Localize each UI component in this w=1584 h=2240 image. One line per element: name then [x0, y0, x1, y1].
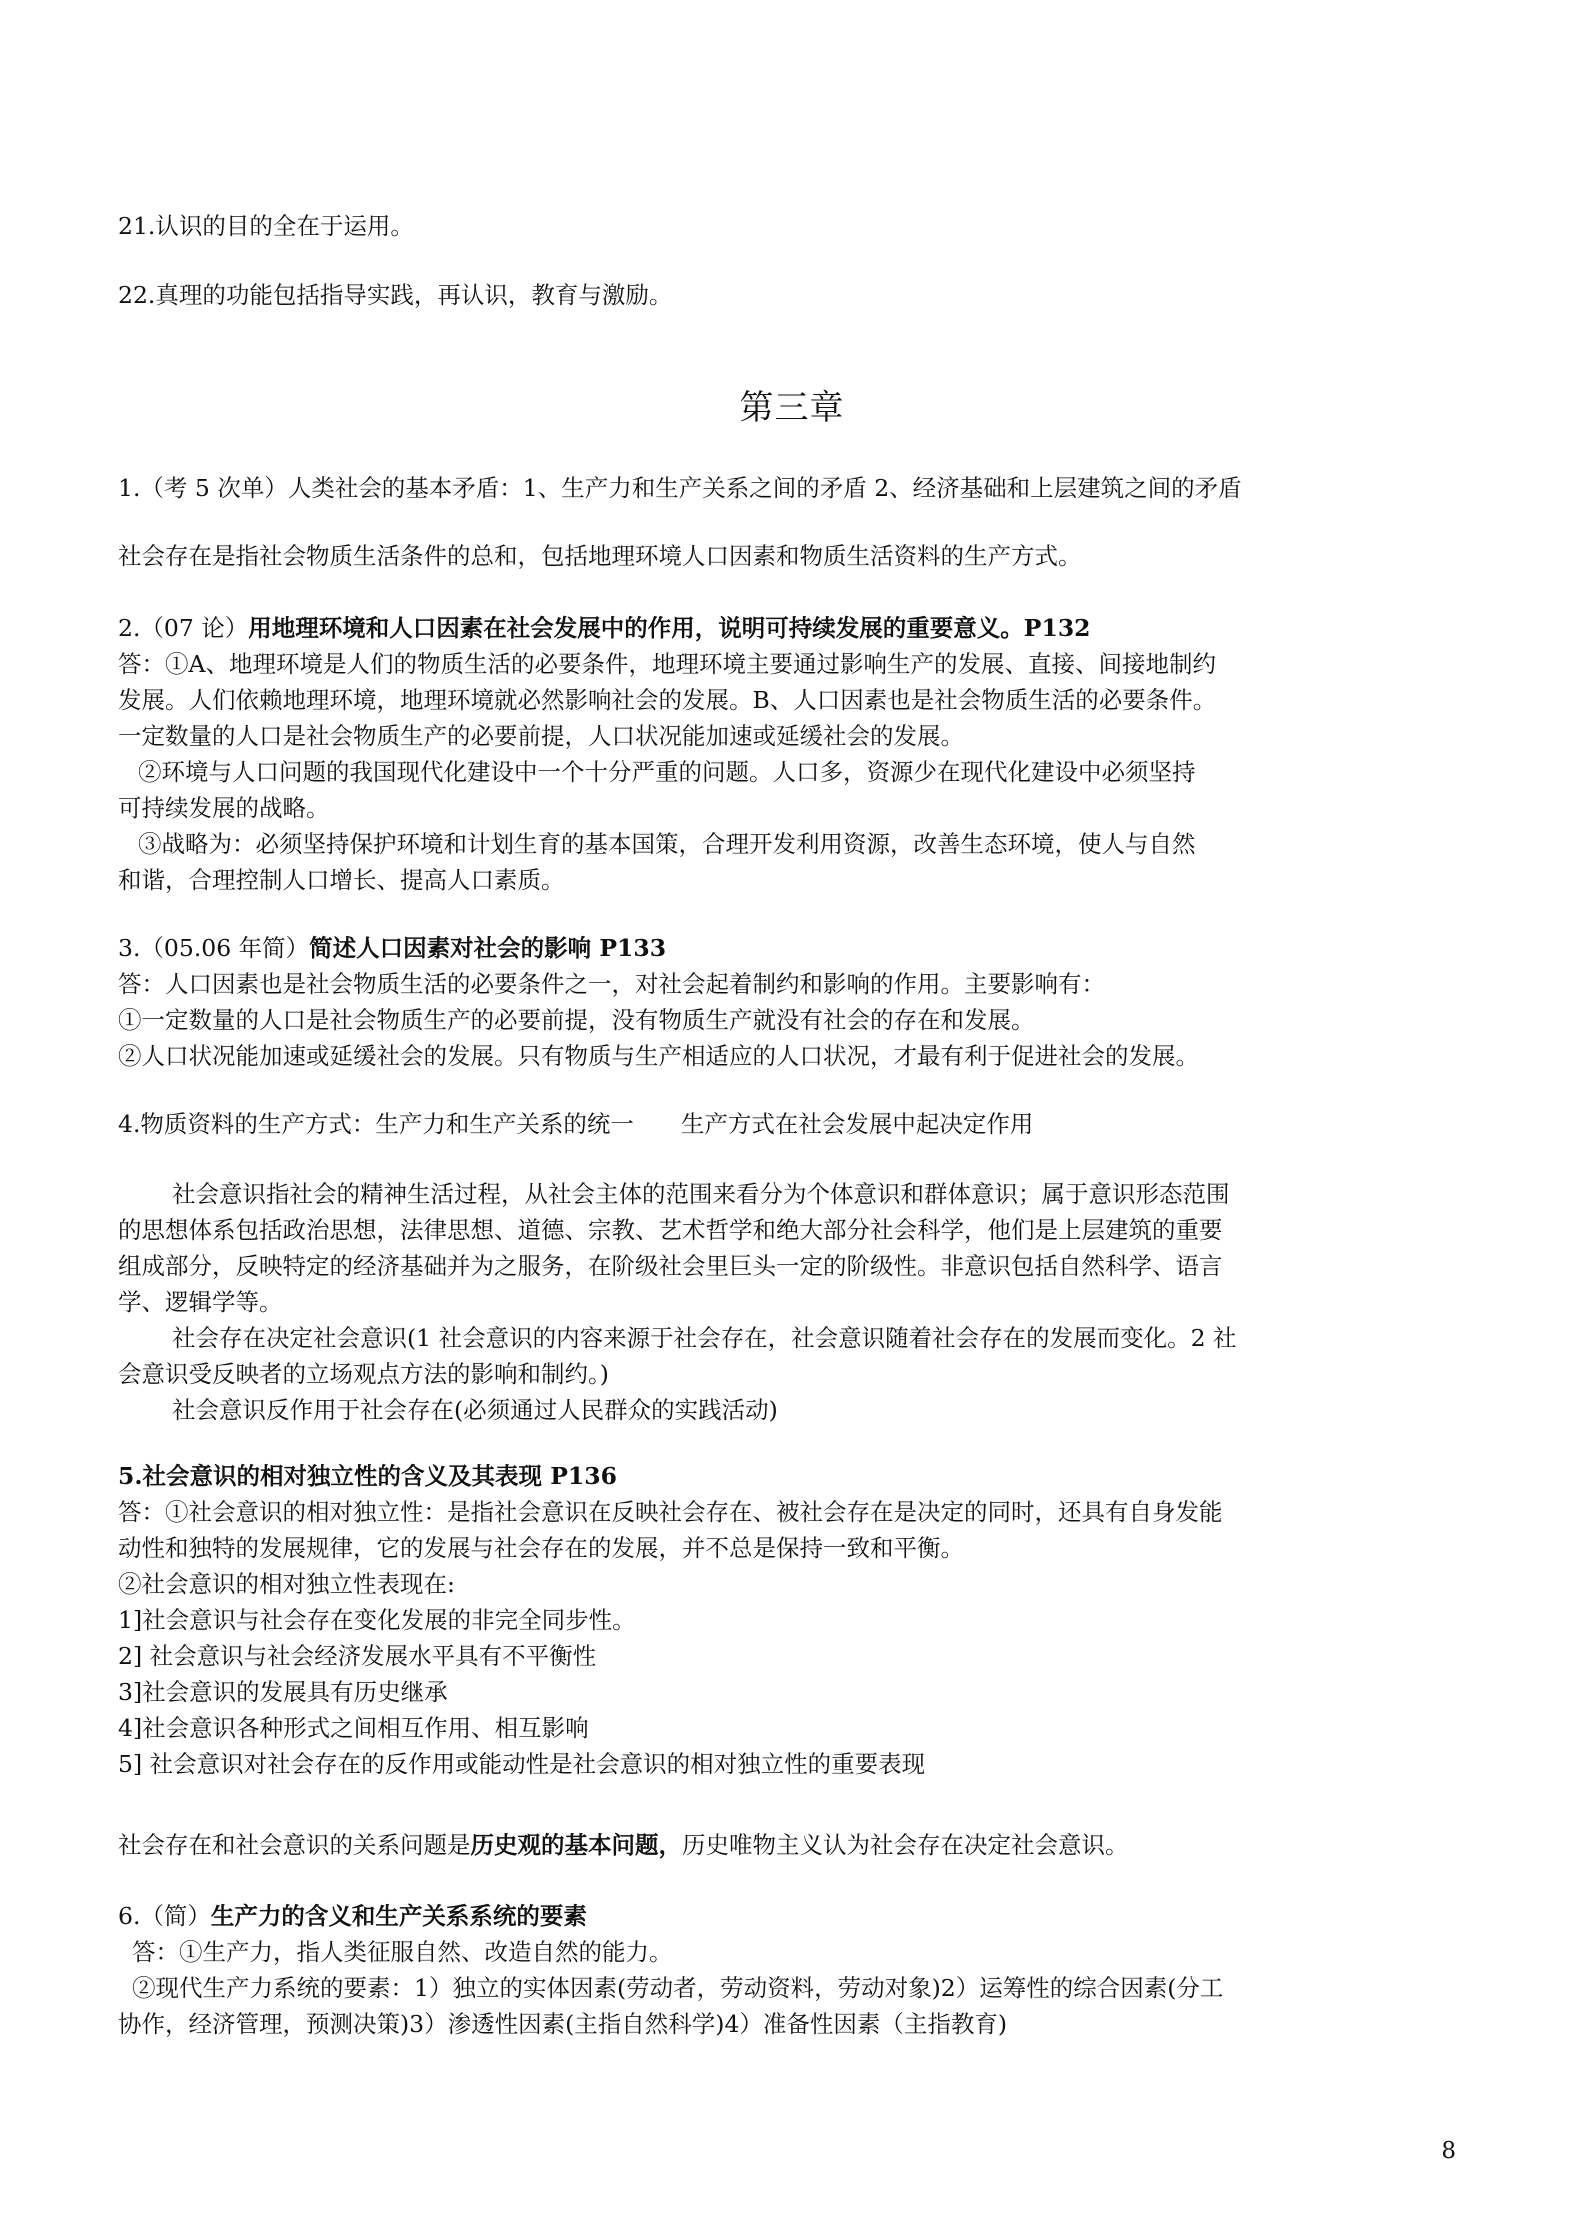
q5-answer-line: 3]社会意识的发展具有历史继承: [118, 1678, 448, 1706]
q5-answer-line: ②社会意识的相对独立性表现在:: [118, 1570, 455, 1598]
item-22: 22.真理的功能包括指导实践，再认识，教育与激励。: [118, 281, 673, 309]
q6-answer-line: 答：①生产力，指人类征服自然、改造自然的能力。: [132, 1938, 673, 1966]
q4-para-line: 社会存在决定社会意识(1 社会意识的内容来源于社会存在，社会意识随着社会存在的发展而变化。2 社: [172, 1324, 1237, 1352]
q2-heading: 2.（07 论）用地理环境和人口因素在社会发展中的作用，说明可持续发展的重要意义。P132: [118, 614, 1091, 642]
q5-heading: 5.社会意识的相对独立性的含义及其表现 P136: [118, 1462, 617, 1490]
q4-line-1: 4.物质资料的生产方式：生产力和生产关系的统一 生产方式在社会发展中起决定作用: [118, 1110, 1034, 1138]
q2-answer-line: 可持续发展的战略。: [118, 794, 330, 822]
q4-para-line: 社会意识反作用于社会存在(必须通过人民群众的实践活动): [172, 1396, 778, 1424]
q5-answer-line: 4]社会意识各种形式之间相互作用、相互影响: [118, 1714, 589, 1742]
q1-line-2: 社会存在是指社会物质生活条件的总和，包括地理环境人口因素和物质生活资料的生产方式。: [118, 542, 1082, 570]
q6-heading: 6.（简）生产力的含义和生产关系系统的要素: [118, 1902, 587, 1930]
q3-heading: 3.（05.06 年简）简述人口因素对社会的影响 P133: [118, 934, 667, 962]
q2-answer-line: 和谐，合理控制人口增长、提高人口素质。: [118, 866, 565, 894]
q3-answer-line: ①一定数量的人口是社会物质生产的必要前提，没有物质生产就没有社会的存在和发展。: [118, 1006, 1035, 1034]
q5-answer-line: 5] 社会意识对社会存在的反作用或能动性是社会意识的相对独立性的重要表现: [118, 1750, 926, 1778]
q6-answer-line: 协作，经济管理，预测决策)3）渗透性因素(主指自然科学)4）准备性因素（主指教育): [118, 2010, 1008, 2038]
q2-answer-line: 一定数量的人口是社会物质生产的必要前提，人口状况能加速或延缓社会的发展。: [118, 722, 964, 750]
q2-section: [118, 610, 1458, 898]
q5-section: [118, 1458, 1458, 1782]
q4-para-line: 组成部分，反映特定的经济基础并为之服务，在阶级社会里巨头一定的阶级性。非意识包括自然科学、语言: [118, 1252, 1223, 1280]
q5-answer-line: 1]社会意识与社会存在变化发展的非完全同步性。: [118, 1606, 636, 1634]
q5-answer-line: 2] 社会意识与社会经济发展水平具有不平衡性: [118, 1642, 597, 1670]
chapter-title: 第三章: [739, 388, 845, 428]
q4-paragraph: [118, 1176, 1458, 1428]
q2-answer-line: 答：①A、地理环境是人们的物质生活的必要条件，地理环境主要通过影响生产的发展、直接、间接地制约: [118, 650, 1216, 678]
q3-answer-line: ②人口状况能加速或延缓社会的发展。只有物质与生产相适应的人口状况，才最有利于促进社会的发展。: [118, 1042, 1199, 1070]
q3-answer-line: 答：人口因素也是社会物质生活的必要条件之一，对社会起着制约和影响的作用。主要影响有：: [118, 970, 1105, 998]
page-number: 8: [1441, 2138, 1456, 2164]
q2-answer-line: ③战略为：必须坚持保护环境和计划生育的基本国策，合理开发利用资源，改善生态环境，使人与自然: [138, 830, 1196, 858]
q5-summary: 社会存在和社会意识的关系问题是历史观的基本问题，历史唯物主义认为社会存在决定社会意识。: [118, 1831, 1129, 1859]
q3-section: [118, 930, 1458, 1074]
item-21: 21.认识的目的全在于运用。: [118, 212, 414, 240]
q5-answer-line: 答：①社会意识的相对独立性：是指社会意识在反映社会存在、被社会存在是决定的同时，还具有自身发能: [118, 1498, 1223, 1526]
q1-line-1: 1.（考 5 次单）人类社会的基本矛盾：1、生产力和生产关系之间的矛盾 2、经济基础和上层建筑之间的矛盾: [118, 474, 1242, 502]
q6-section: [118, 1898, 1458, 2042]
q2-answer-line: 发展。人们依赖地理环境，地理环境就必然影响社会的发展。B、人口因素也是社会物质生活的必要条件。: [118, 686, 1217, 714]
q4-para-line: 学、逻辑学等。: [118, 1288, 283, 1316]
q4-para-line: 的思想体系包括政治思想，法律思想、道德、宗教、艺术哲学和绝大部分社会科学，他们是上层建筑的重要: [118, 1216, 1223, 1244]
q6-answer-line: ②现代生产力系统的要素：1）独立的实体因素(劳动者，劳动资料，劳动对象)2）运筹性的综合因素(分工: [132, 1974, 1224, 2002]
q2-answer-line: ②环境与人口问题的我国现代化建设中一个十分严重的问题。人口多，资源少在现代化建设中必须坚持: [138, 758, 1196, 786]
q5-answer-line: 动性和独特的发展规律，它的发展与社会存在的发展，并不总是保持一致和平衡。: [118, 1534, 964, 1562]
q4-para-line: 会意识受反映者的立场观点方法的影响和制约。): [118, 1360, 609, 1388]
q4-para-line: 社会意识指社会的精神生活过程，从社会主体的范围来看分为个体意识和群体意识；属于意识形态范围: [172, 1180, 1230, 1208]
